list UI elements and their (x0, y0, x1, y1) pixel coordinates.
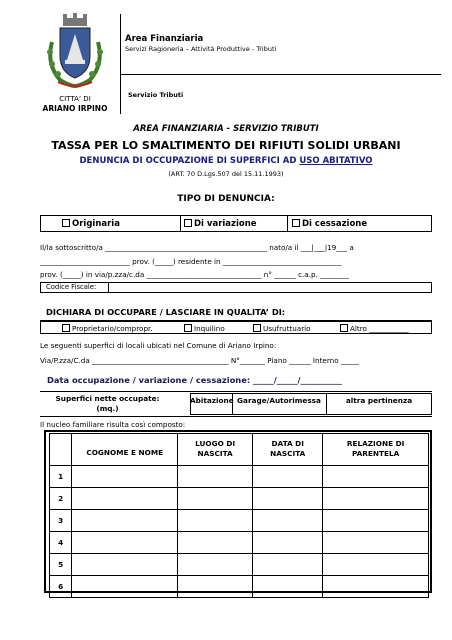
area-title: Area Finanziaria (125, 34, 204, 44)
superfici-unit: (mq.) (96, 404, 119, 413)
cell-relazione[interactable] (323, 466, 429, 488)
row-number: 3 (50, 510, 72, 532)
tipo-heading: TIPO DI DENUNCIA: (177, 194, 275, 204)
cell-cognome[interactable] (72, 554, 178, 576)
dichiara-title: DICHIARA DI OCCUPARE / LASCIARE IN QUALITA’ DI: (46, 307, 286, 317)
city-name: ARIANO IRPINO (42, 104, 108, 113)
option-usufruttuario[interactable] (253, 324, 311, 332)
cell-relazione[interactable] (323, 532, 429, 554)
table-row (50, 466, 429, 488)
tipo-variazione-label: Di variazione (194, 219, 257, 229)
tipo-originaria[interactable] (62, 219, 120, 229)
area-subtitle: Servizi Ragioneria – Attività Produttive - Tributi (125, 45, 277, 53)
col-pertinenza: altra pertinenza (345, 396, 413, 405)
cell-cognome[interactable] (72, 488, 178, 510)
table-row (50, 510, 429, 532)
form-line-3[interactable]: prov. (_____) in via/p.zza/c.da ________________________________ n° ______ c.a.p. ________ (40, 270, 349, 279)
cell-data[interactable] (253, 510, 323, 532)
codice-fiscale-label: Codice Fiscale: (46, 283, 97, 291)
header-luogo: LUOGO DI NASCITA (178, 434, 253, 466)
tipo-cessazione[interactable] (292, 219, 367, 229)
service-label: Servizio Tributi (128, 91, 184, 99)
header-data: DATA DI NASCITA (253, 434, 323, 466)
cell-luogo[interactable] (178, 466, 253, 488)
law-reference: (ART. 70 D.Lgs.507 del 15.11.1993) (168, 170, 284, 178)
header-relazione: RELAZIONE DI PARENTELA (323, 434, 429, 466)
option-usufruttuario-label: Usufruttuario (263, 324, 311, 333)
row-number: 1 (50, 466, 72, 488)
option-inquilino-label: Inquilino (194, 324, 225, 333)
tipo-originaria-label: Originaria (72, 219, 120, 229)
tipo-sep-1 (180, 215, 181, 232)
tipo-cessazione-label: Di cessazione (302, 219, 368, 229)
header-divider-vertical (120, 14, 121, 114)
cell-relazione[interactable] (323, 488, 429, 510)
option-altro-label: Altro ___________ (350, 324, 409, 333)
cell-data[interactable] (253, 532, 323, 554)
locali-line-2[interactable]: Via/P.zza/C.da ______________________________________ N°_______ Piano ______ Interno _____ (40, 356, 359, 365)
form-line-2[interactable]: _________________________ prov. (_____) residente in _________________________________ (40, 257, 342, 266)
cell-cognome[interactable] (72, 576, 178, 598)
checkbox-icon[interactable] (340, 324, 348, 332)
cell-cognome[interactable] (72, 532, 178, 554)
cell-data[interactable] (253, 576, 323, 598)
cell-data[interactable] (253, 466, 323, 488)
codice-fiscale-sep (108, 282, 109, 293)
cell-relazione[interactable] (323, 576, 429, 598)
option-proprietario-label: Proprietario/compropr. (72, 324, 153, 333)
tipo-variazione[interactable] (184, 219, 257, 229)
cell-relazione[interactable] (323, 554, 429, 576)
section-title: AREA FINANZIARIA - SERVIZIO TRIBUTI (133, 124, 319, 134)
cell-luogo[interactable] (178, 532, 253, 554)
option-altro[interactable] (340, 324, 409, 332)
city-label: CITTA’ DI (59, 95, 91, 103)
table-row (50, 488, 429, 510)
cell-luogo[interactable] (178, 576, 253, 598)
sub-title-prefix: DENUNCIA DI OCCUPAZIONE DI SUPERFICI AD (79, 156, 300, 166)
cell-cognome[interactable] (72, 466, 178, 488)
superfici-label: Superfici nette occupate: (55, 394, 160, 403)
cell-luogo[interactable] (178, 510, 253, 532)
form-line-1[interactable]: Il/la sottoscritto/a _____________________________________________ nato/a il ___|___|19___ a (40, 243, 354, 252)
data-occupazione[interactable]: Data occupazione / variazione / cessazione: _____/_____/__________ (47, 375, 343, 385)
checkbox-icon[interactable] (62, 219, 70, 227)
checkbox-icon[interactable] (62, 324, 70, 332)
checkbox-icon[interactable] (184, 219, 192, 227)
tipo-sep-2 (287, 215, 288, 232)
table-row (50, 576, 429, 598)
family-table (49, 433, 429, 598)
city-crest (40, 12, 110, 92)
cell-luogo[interactable] (178, 488, 253, 510)
sub-title-use: USO ABITATIVO (299, 156, 373, 166)
sub-title (0, 157, 452, 166)
codice-fiscale-box[interactable] (40, 282, 432, 293)
checkbox-icon[interactable] (253, 324, 261, 332)
nucleo-label: Il nucleo familiare risulta così composto: (40, 420, 186, 429)
checkbox-icon[interactable] (184, 324, 192, 332)
col-garage: Garage/Autorimessa (237, 396, 321, 405)
col-abitazione: Abitazione (190, 396, 234, 405)
row-number: 4 (50, 532, 72, 554)
locali-line-1: Le seguenti superfici di locali ubicati nel Comune di Ariano Irpino: (40, 341, 277, 350)
family-header-row (50, 434, 429, 466)
option-proprietario[interactable] (62, 324, 153, 332)
table-row (50, 554, 429, 576)
row-number: 6 (50, 576, 72, 598)
header-divider-horizontal (121, 74, 441, 75)
row-number: 2 (50, 488, 72, 510)
option-inquilino[interactable] (184, 324, 225, 332)
row-number: 5 (50, 554, 72, 576)
cell-luogo[interactable] (178, 554, 253, 576)
header-cognome: COGNOME E NOME (72, 434, 178, 466)
cell-relazione[interactable] (323, 510, 429, 532)
checkbox-icon[interactable] (292, 219, 300, 227)
cell-data[interactable] (253, 488, 323, 510)
cell-data[interactable] (253, 554, 323, 576)
cell-cognome[interactable] (72, 510, 178, 532)
table-row (50, 532, 429, 554)
main-title: TASSA PER LO SMALTIMENTO DEI RIFIUTI SOLIDI URBANI (51, 139, 401, 152)
